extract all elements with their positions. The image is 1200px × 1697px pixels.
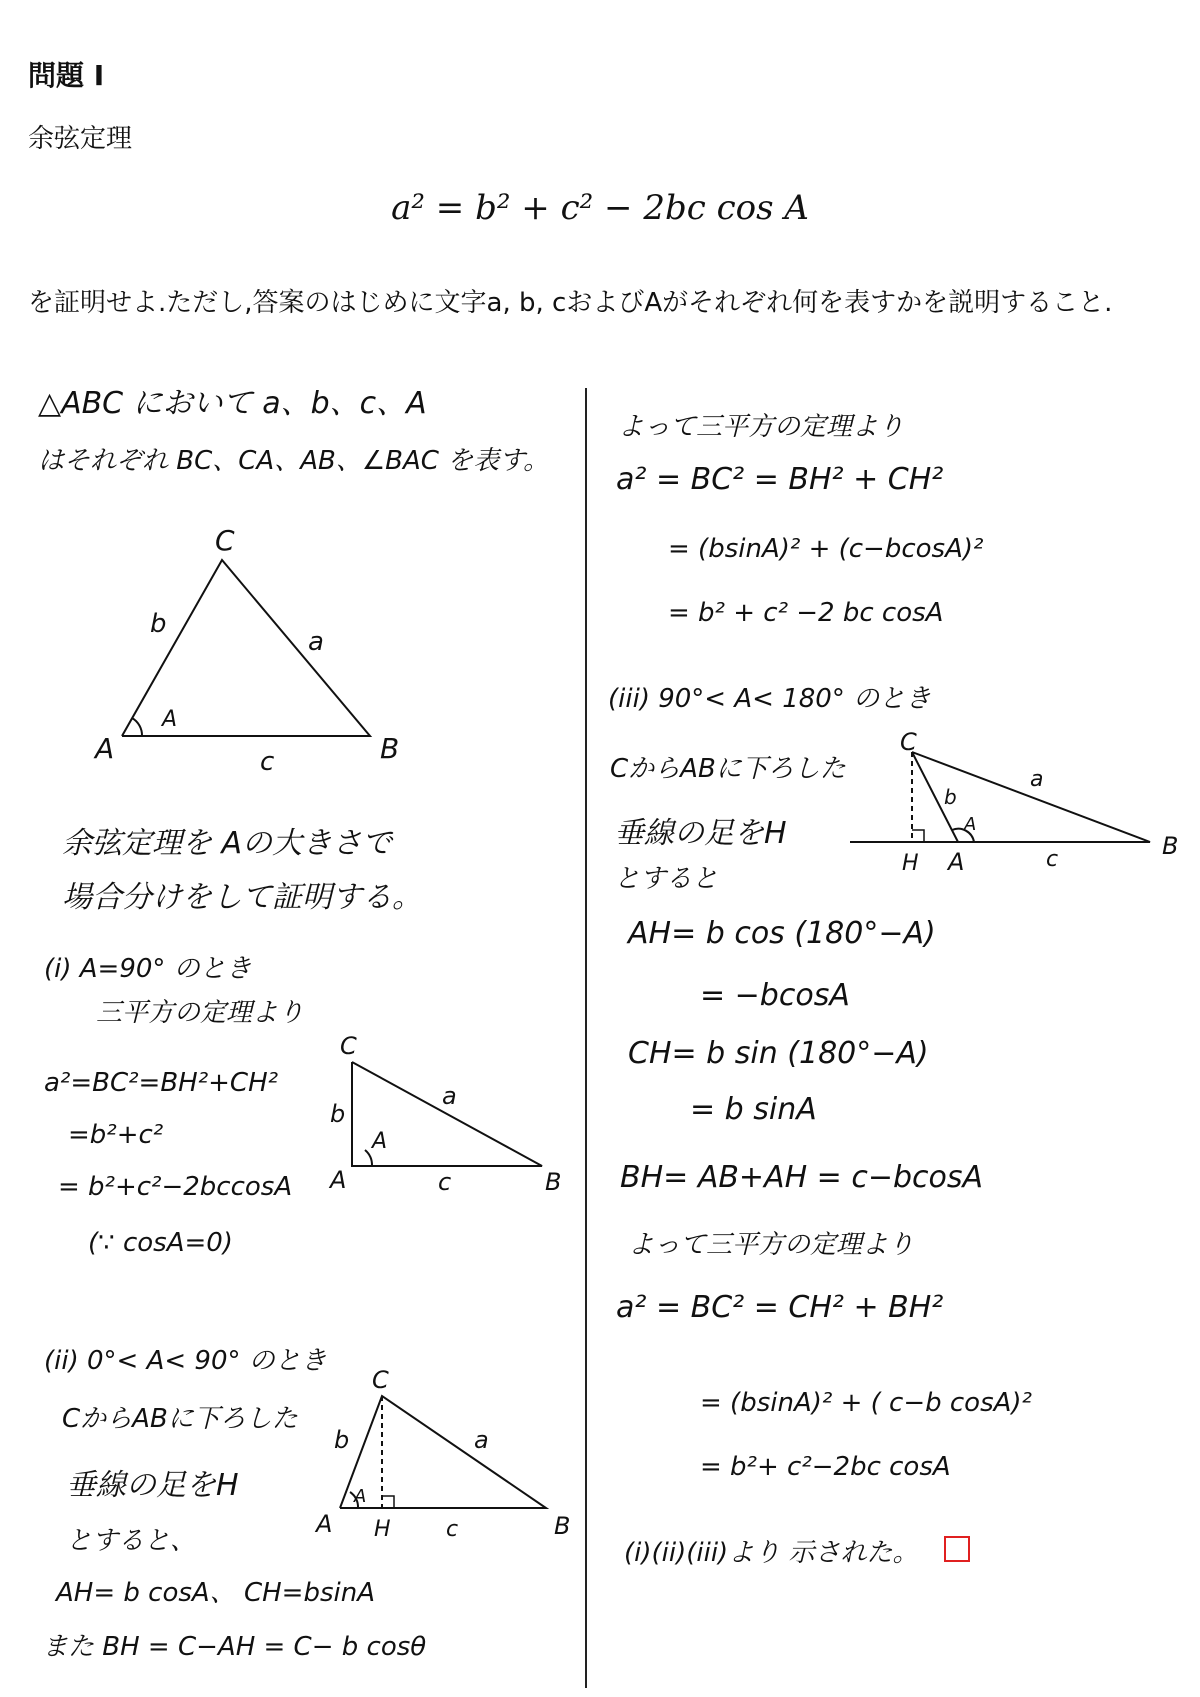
- problem-subtitle: 余弦定理: [28, 124, 133, 154]
- obtuse-triangle-figure: [850, 730, 1190, 880]
- right-line-3: = (bsinA)² + (c−bcosA)²: [668, 534, 984, 564]
- fig3-label-C: C: [372, 1366, 389, 1394]
- right-line-7: CH= b sin (180°−A): [628, 1036, 929, 1071]
- case3-heading: (iii) 90°< A< 180° のとき: [608, 684, 932, 714]
- fig2-label-A: A: [330, 1166, 347, 1194]
- case3-text-2: 垂線の足をH: [614, 816, 787, 851]
- right-line-1: よって三平方の定理より: [618, 412, 905, 442]
- case1-subheading: 三平方の定理より: [96, 998, 305, 1028]
- fig2-angle-A: A: [372, 1129, 388, 1154]
- cosine-law-formula: a² = b² + c² − 2bc cos A: [391, 188, 809, 228]
- fig1-label-B: B: [380, 732, 400, 765]
- fig3-label-a: a: [474, 1426, 489, 1454]
- case1-line-2: =b²+c²: [68, 1120, 164, 1150]
- acute-triangle-figure: [310, 1366, 580, 1550]
- case1-line-4: (∵ cosA=0): [88, 1228, 233, 1258]
- fig2-label-c: c: [438, 1168, 452, 1196]
- problem-title: 問題 I: [28, 59, 105, 92]
- case2-text-1: CからABに下ろした: [62, 1404, 298, 1434]
- right-line-5: AH= b cos (180°−A): [628, 916, 936, 951]
- fig2-label-a: a: [442, 1082, 457, 1110]
- conclusion-line: (i)(ii)(iii)より 示された。: [624, 1538, 919, 1568]
- case1-line-1: a²=BC²=BH²+CH²: [44, 1068, 279, 1098]
- fig4-label-A: A: [948, 848, 965, 876]
- intro-line-2: はそれぞれ BC、CA、AB、∠BAC を表す。: [38, 446, 550, 476]
- case2-text-2: 垂線の足をH: [66, 1468, 239, 1503]
- problem-prompt: を証明せよ.ただし,答案のはじめに文字a, b, cおよびAがそれぞれ何を表すかを説明すること.: [28, 288, 1113, 318]
- fig3-angle-A: A: [354, 1486, 367, 1507]
- fig4-angle-A: A: [964, 814, 977, 835]
- intro-line-1: △ABC において a、b、c、A: [38, 386, 427, 421]
- fig4-label-B: B: [1162, 832, 1179, 860]
- fig1-label-c: c: [260, 747, 275, 777]
- fig3-label-c: c: [446, 1517, 459, 1542]
- fig2-label-b: b: [330, 1100, 346, 1128]
- fig3-label-b: b: [334, 1426, 350, 1454]
- case2-line-2: また BH = C−AH = C− b cosθ: [42, 1632, 427, 1662]
- fig3-label-H: H: [374, 1517, 391, 1542]
- fig4-label-C: C: [900, 728, 917, 756]
- column-divider: [585, 388, 587, 1688]
- fig4-label-b: b: [944, 785, 957, 809]
- right-triangle-figure: [320, 1030, 570, 1200]
- fig1-label-b: b: [150, 609, 167, 639]
- fig1-label-a: a: [308, 627, 324, 657]
- case3-text-3: とすると: [614, 864, 719, 894]
- right-line-8: = b sinA: [690, 1092, 817, 1127]
- right-line-13: = b²+ c²−2bc cosA: [700, 1452, 951, 1482]
- case2-heading: (ii) 0°< A< 90° のとき: [44, 1346, 327, 1376]
- fig4-label-H: H: [902, 851, 919, 876]
- case3-text-1: CからABに下ろした: [610, 754, 846, 784]
- fig2-label-B: B: [545, 1168, 562, 1196]
- fig1-angle-A: A: [162, 707, 178, 732]
- plan-line-1: 余弦定理を Aの大きさで: [62, 826, 393, 861]
- fig4-label-a: a: [1030, 767, 1044, 792]
- right-line-12: = (bsinA)² + ( c−b cosA)²: [700, 1388, 1032, 1418]
- right-line-10: よって三平方の定理より: [628, 1230, 915, 1260]
- fig1-label-C: C: [215, 524, 235, 557]
- fig4-label-c: c: [1046, 847, 1059, 872]
- case2-line-1: AH= b cosA、 CH=bsinA: [56, 1578, 375, 1608]
- case2-text-3: とすると、: [66, 1526, 197, 1556]
- right-line-2: a² = BC² = BH² + CH²: [616, 462, 944, 497]
- fig3-label-B: B: [554, 1512, 571, 1540]
- right-line-11: a² = BC² = CH² + BH²: [616, 1290, 944, 1325]
- fig1-label-A: A: [95, 732, 115, 765]
- plan-line-2: 場合分けをして証明する。: [62, 880, 422, 915]
- right-line-4: = b² + c² −2 bc cosA: [668, 598, 944, 628]
- case1-heading: (i) A=90° のとき: [44, 954, 252, 984]
- case1-line-3: = b²+c²−2bccosA: [58, 1172, 293, 1202]
- right-line-6: = −bcosA: [700, 978, 850, 1013]
- fig3-label-A: A: [316, 1510, 333, 1538]
- fig2-label-C: C: [340, 1032, 357, 1060]
- qed-box-icon: [944, 1536, 970, 1562]
- triangle-figure-1: [80, 520, 440, 777]
- right-line-9: BH= AB+AH = c−bcosA: [620, 1160, 984, 1195]
